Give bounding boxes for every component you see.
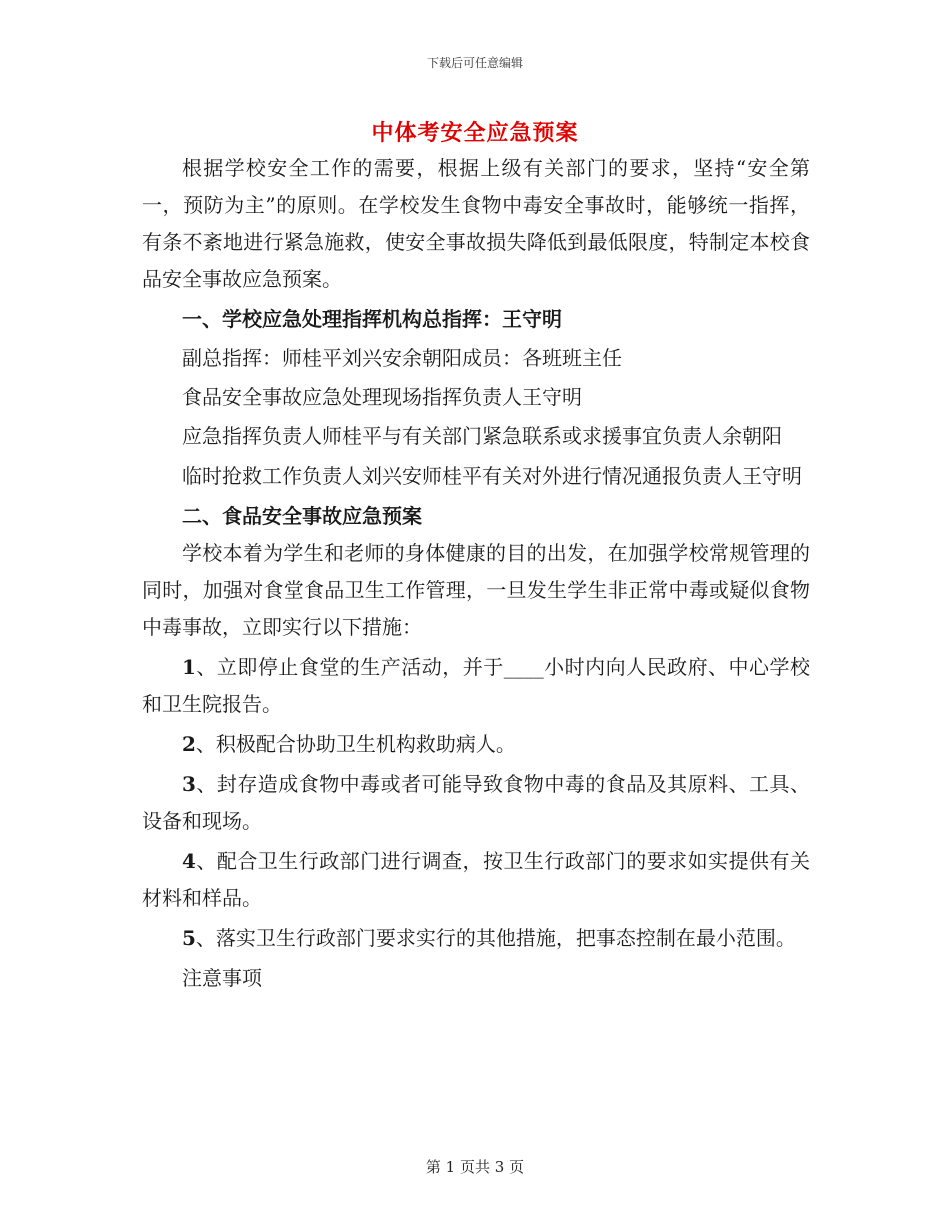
page-footer: 第 1 页共 3 页 (425, 1158, 525, 1176)
emergency-commander: 应急指挥负责人师桂平与有关部门紧急联系或求援事宜负责人余朝阳 (182, 424, 782, 448)
measure-number: 3 (182, 772, 196, 796)
measure-text: 、配合卫生行政部门进行调查，按卫生行政部门的要求如实提供有关材料和样品。 (142, 849, 810, 910)
measure-item (142, 766, 810, 840)
section1-heading: 一、学校应急处理指挥机构总指挥：王守明 (182, 307, 562, 331)
notes-heading: 注意事项 (182, 966, 262, 990)
measure-number: 1 (182, 655, 196, 679)
measure-number: 2 (182, 732, 196, 756)
intro-paragraph: 根据学校安全工作的需要，根据上级有关部门的要求，坚持“安全第一，预防为主”的原则。在学校发生食物中毒安全事故时，能够统一指挥，有条不紊地进行紧急施救，使安全事故损失降低到最低限度，特制定本校食品安全事故应急预案。 (142, 156, 810, 291)
measure-item (142, 726, 810, 763)
section2-heading: 二、食品安全事故应急预案 (182, 504, 422, 528)
deputy-commanders: 副总指挥：师桂平刘兴安余朝阳成员：各班班主任 (182, 346, 622, 370)
header-note: 下载后可任意编辑 (426, 56, 523, 70)
measure-item (142, 649, 810, 723)
rescue-commander: 临时抢救工作负责人刘兴安师桂平有关对外进行情况通报负责人王守明 (182, 464, 802, 488)
section2-intro: 学校本着为学生和老师的身体健康的目的出发，在加强学校常规管理的同时，加强对食堂食品卫生工作管理，一旦发生学生非正常中毒或疑似食物中毒事故，立即实行以下措施： (142, 541, 810, 639)
measure-number: 5 (182, 926, 196, 950)
measure-text: 、立即停止食堂的生产活动，并于____小时内向人民政府、中心学校和卫生院报告。 (142, 655, 810, 716)
document-body (142, 150, 810, 997)
measure-text: 、封存造成食物中毒或者可能导致食物中毒的食品及其原料、工具、设备和现场。 (142, 772, 810, 833)
measure-text: 、积极配合协助卫生机构救助病人。 (195, 732, 516, 756)
measure-item (142, 920, 810, 957)
measure-number: 4 (182, 849, 196, 873)
onsite-commander: 食品安全事故应急处理现场指挥负责人王守明 (182, 385, 582, 409)
measure-text: 、落实卫生行政部门要求实行的其他措施，把事态控制在最小范围。 (195, 926, 796, 950)
measure-item (142, 843, 810, 917)
document-title: 中体考安全应急预案 (371, 120, 579, 146)
